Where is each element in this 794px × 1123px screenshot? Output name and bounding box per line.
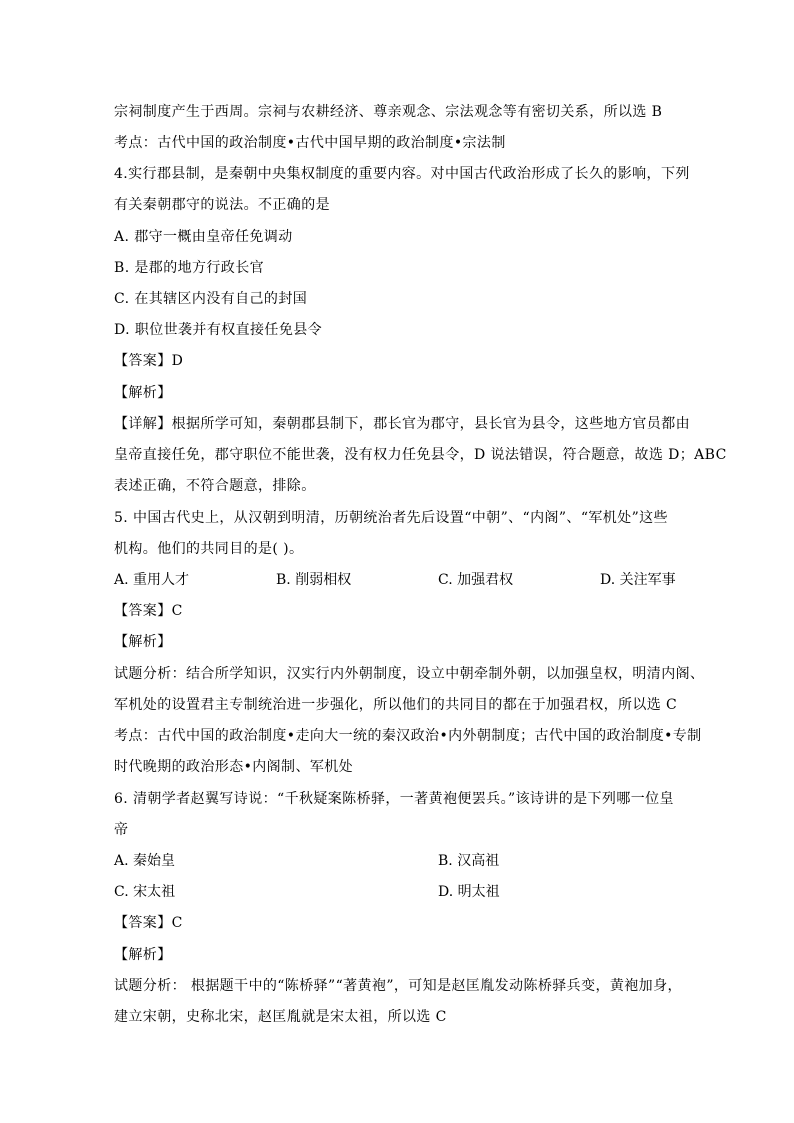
q5-option-b: B. 削弱相权	[276, 572, 352, 588]
q5-option-a: A. 重用人才	[114, 572, 190, 588]
q4-option-a: A. 郡守一概由皇帝任免调动	[114, 229, 293, 245]
q4-detail-line: 皇帝直接任免，郡守职位不能世袭，没有权力任免县令，D 说法错误，符合题意，故选 D；ABC	[114, 447, 727, 463]
q4-answer: 【答案】D	[114, 353, 184, 369]
q5-analysis-title: 【解析】	[114, 634, 172, 650]
q5-analysis-line: 军机处的设置君主专制统治进一步强化，所以他们的共同目的都在于加强君权，所以选 C	[114, 697, 678, 713]
q5-option-c: C. 加强君权	[438, 572, 514, 588]
q6-stem-line: 帝	[114, 822, 129, 838]
q5-kaodian-line: 考点：古代中国的政治制度•走向大一统的秦汉政治•内外朝制度；古代中国的政治制度•专制	[114, 728, 702, 744]
q6-analysis-line: 建立宋朝，史称北宋，赵匡胤就是宋太祖，所以选 C	[114, 1009, 447, 1025]
q4-option-d: D. 职位世袭并有权直接任免县令	[114, 322, 323, 338]
q6-option-a: A. 秦始皇	[114, 853, 176, 869]
q4-detail-line: 【详解】根据所学可知，秦朝郡县制下，郡长官为郡守，县长官为县令，这些地方官员都由	[114, 416, 690, 432]
q4-stem-line: 有关秦朝郡守的说法。不正确的是	[114, 197, 330, 213]
q5-stem-line: 机构。他们的共同目的是( )。	[114, 541, 304, 557]
q4-analysis-title: 【解析】	[114, 385, 172, 401]
q4-detail-line: 表述正确，不符合题意，排除。	[114, 478, 316, 494]
q6-option-c: C. 宋太祖	[114, 884, 176, 900]
q6-stem-line: 6. 清朝学者赵翼写诗说：“千秋疑案陈桥驿，一著黄袍便罢兵。”该诗讲的是下列哪一位皇	[114, 791, 674, 807]
intro-line: 宗祠制度产生于西周。宗祠与农耕经济、尊亲观念、宗法观念等有密切关系，所以选 B	[114, 104, 663, 120]
q5-answer: 【答案】C	[114, 603, 183, 619]
q4-stem-line: 4.实行郡县制，是秦朝中央集权制度的重要内容。对中国古代政治形成了长久的影响，下列	[114, 166, 690, 182]
q6-option-b: B. 汉高祖	[438, 853, 500, 869]
q5-analysis-line: 试题分析：结合所学知识，汉实行内外朝制度，设立中朝牵制外朝，以加强皇权，明清内阁、	[114, 666, 705, 682]
q5-stem-line: 5. 中国古代史上，从汉朝到明清，历朝统治者先后设置“中朝”、“内阁”、“军机处”这些	[114, 510, 668, 526]
q6-analysis-title: 【解析】	[114, 947, 172, 963]
q6-option-d: D. 明太祖	[438, 884, 500, 900]
q6-analysis-line: 试题分析： 根据题干中的“陈桥驿”“著黄袍”，可知是赵匡胤发动陈桥驿兵变，黄袍加身，	[114, 978, 682, 994]
q4-option-b: B. 是郡的地方行政长官	[114, 260, 264, 276]
q5-option-d: D. 关注军事	[600, 572, 676, 588]
q6-answer: 【答案】C	[114, 915, 183, 931]
kaodian-line: 考点：古代中国的政治制度•古代中国早期的政治制度•宗法制	[114, 135, 506, 151]
q5-kaodian-line: 时代晚期的政治形态•内阁制、军机处	[114, 759, 354, 775]
q4-option-c: C. 在其辖区内没有自己的封国	[114, 291, 308, 307]
